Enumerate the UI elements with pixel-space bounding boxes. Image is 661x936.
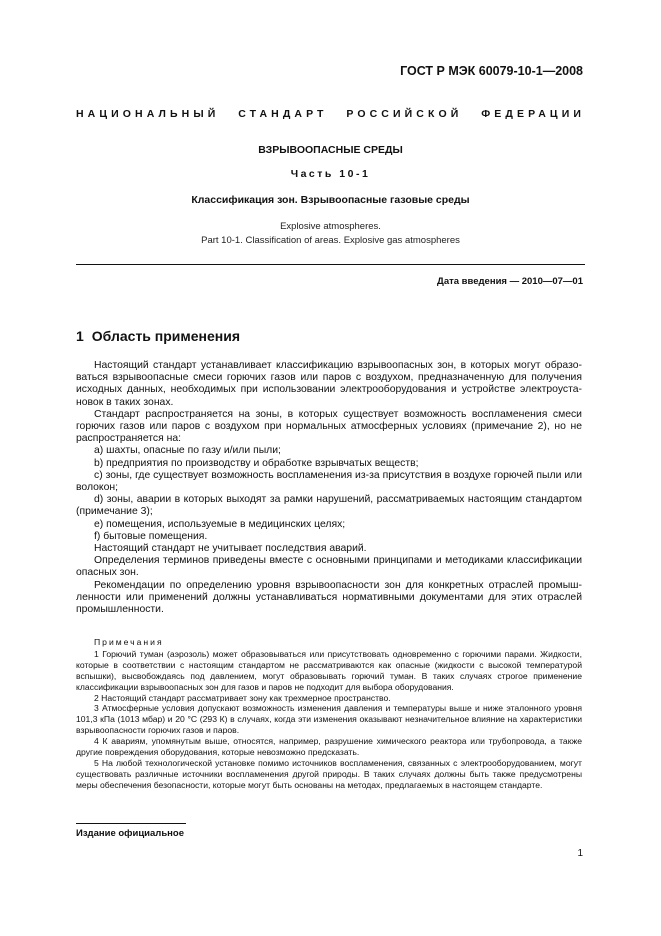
section-number: 1 [76,328,84,344]
note-item: 2 Настоящий стандарт рассматривает зону как трехмерное пространство. [94,692,391,703]
page-number: 1 [577,848,583,859]
paragraph: Настоящий стандарт устанавливает классификацию взрывоопасных зон, в которых могут образоваться взрывоопасные смеси горючих газов или паров с воздухом, предназначенную для получения исходных данных, необходимых при использовании электрооборудования и устройстве электроустановок в таких зонах. [76,360,582,408]
notes-heading: Примечания [94,637,164,647]
section-title: Область применения [91,328,241,344]
english-title-line-1: Explosive atmospheres. [280,221,381,232]
document-subtitle: Классификация зон. Взрывоопасные газовые среды [191,194,470,206]
title-divider [76,264,585,265]
list-item: a) шахты, опасные по газу и/или пыли; [94,445,281,457]
list-item: f) бытовые помещения. [94,530,208,542]
list-item: d) зоны, аварии в которых выходят за рамки нарушений, рассматриваемых настоящим стандартом (примечание 3); [76,494,582,518]
standard-type-header: НАЦИОНАЛЬНЫЙ СТАНДАРТ РОССИЙСКОЙ ФЕДЕРАЦИИ [76,108,585,120]
official-edition-label: Издание официальное [76,828,184,839]
note-item: 3 Атмосферные условия допускают возможность изменения давления и температуры выше и ниже эталонного уровня 101,3 кПа (1013 мбар) и 20 °С (293 К) в случаях, когда эти изменения оказывают незначительное влияние на характеристики взрывоопасности горючих газов и паров. [76,703,582,736]
paragraph: Определения терминов приведены вместе с основными принципами и методиками классификации опасных зон. [76,555,582,579]
english-title-line-2: Part 10-1. Classification of areas. Explosive gas atmospheres [201,235,460,246]
list-item: e) помещения, используемые в медицинских целях; [94,518,346,530]
list-item: c) зоны, где существует возможность воспламенения из-за присутствия в воздухе горючей пыли или волокон; [76,469,582,494]
note-item: 1 Горючий туман (аэрозоль) может образовываться или присутствовать одновременно с горючими парами. Жидкости, которые в соответствии с настоящим стандартом не рассматриваются как опасные (жидкости с высокой температурой вспышки), высвобождаясь под давлением, могут образовывать горючий туман. В таких случаях строгое применение классификации взрывоопасных зон для газов и паров не подходит для выбора оборудования. [76,648,582,692]
introduction-date: Дата введения — 2010—07—01 [437,276,583,287]
paragraph: Настоящий стандарт не учитывает последствия аварий. [94,543,367,555]
note-item: 5 На любой технологической установке помимо источников воспламенения, связанных с электрооборудованием, могут существовать различные источники воспламенения другой природы. В таких случаях должны быть также предусмотрены меры обеспечения безопасности, которые могут быть основаны на методах, предлагаемых в настоящем стандарте. [76,757,582,790]
footer-divider [76,823,186,824]
document-code: ГОСТ Р МЭК 60079-10-1—2008 [400,64,583,78]
paragraph: Рекомендации по определению уровня взрывоопасности зон для конкретных отраслей промышленности или применений должны устанавливаться нормативными документами для этих отраслей промышленности. [76,579,582,616]
note-item: 4 К авариям, упомянутым выше, относятся, например, разрушение химического реактора или трубопровода, а также другие повреждения оборудования, которые невозможно предсказать. [76,736,582,758]
document-part: Часть 10-1 [290,168,371,180]
paragraph: Стандарт распространяется на зоны, в которых существует возможность воспламенения смеси горючих газов или паров с воздухом при нормальных атмосферных условиях (примечание 2), но не распространяется на: [76,408,582,445]
section-heading [76,328,248,344]
notes-block [76,637,582,791]
document-title: ВЗРЫВООПАСНЫЕ СРЕДЫ [258,144,403,156]
list-item: b) предприятия по производству и обработке взрывчатых веществ; [94,457,419,469]
section-body [76,360,582,616]
